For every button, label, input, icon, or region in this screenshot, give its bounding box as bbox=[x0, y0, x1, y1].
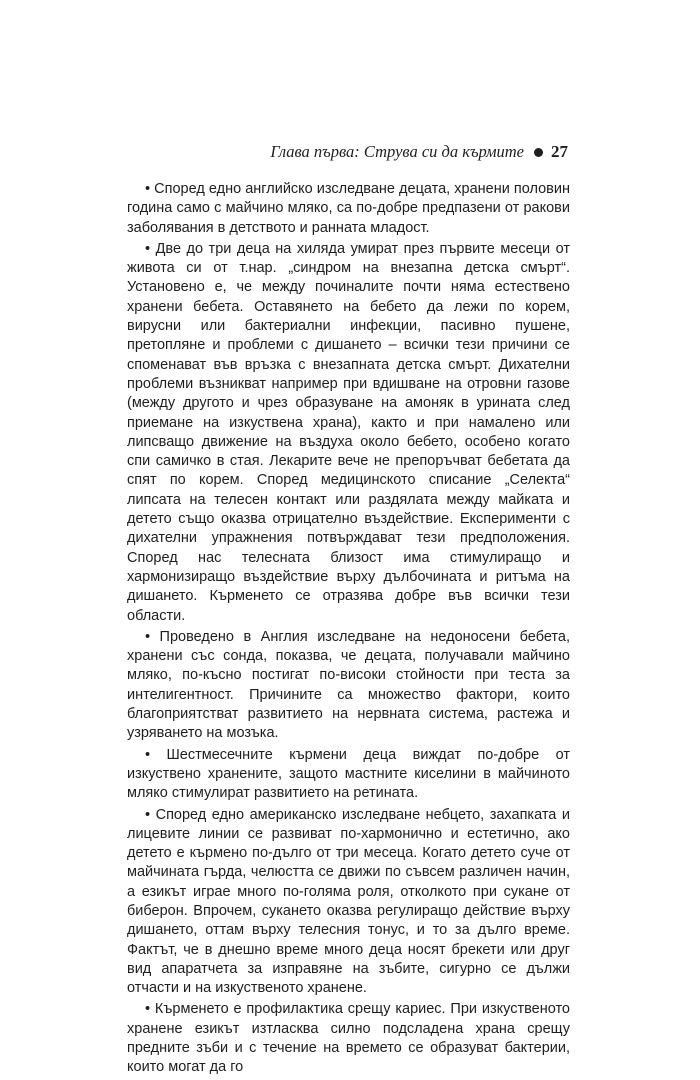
page-number: 27 bbox=[551, 142, 568, 161]
paragraph: • Кърменето е профилактика срещу кариес. При изкуственото хранене езикът изтласква силно подсладена храна срещу предните зъби и с течение на времето се образуват бактерии, които могат да го bbox=[127, 1001, 570, 1076]
paragraph: • Проведено в Англия изследване на недоносени бебета, хранени със сонда, показва, че децата, получавали майчино мляко, по-късно постигат по-високи стойности при теста за интелигентност. Причините са множество фактори, които благоприятстват развитието на нервната система, растежа и узряването на мозъка. bbox=[127, 628, 570, 742]
paragraph: • Шестмесечните кърмени деца виждат по-добре от изкуствено хранените, защото мастните киселини в майчиното мляко стимулират развитието на ретината. bbox=[127, 746, 570, 802]
bullet-icon bbox=[534, 148, 543, 157]
running-head bbox=[150, 142, 568, 162]
body-text bbox=[127, 180, 570, 1080]
paragraph: • Две до три деца на хиляда умират през първите месеци от живота си от т.нар. „синдром на внезапна детска смърт“. Установено е, че между починалите почти няма естествено хранени бебета. Оставянето на бебето да лежи по корем, вирусни или бактериални инфекции, пасивно пушене, претопляне и проблеми с дишането – всички тези причини се споменават във връзка с внезапната детска смърт. Дихателни проблеми възникват например при вдишване на отровни газове (между другото и чрез образуване на амоняк в урината след приемане на изкуствена храна), както и при намалено или липсващо движение на въздуха около бебето, особено когато спи самичко в стая. Лекарите вече не препоръчват бебетата да спят по корем. Според медицинското списание „Селекта“ липсата на телесен контакт или раздялата между майката и детето също оказва отрицателно въздействие. Експерименти с дихателни упражнения потвърждават тези предположения. Според нас телесната близост има стимулиращо и хармонизиращо въздействие върху дълбочината и ритъма на дишането. Кърменето се отразява добре във всички тези области. bbox=[127, 240, 570, 624]
paragraph: • Според едно американско изследване небцето, захапката и лицевите линии се развиват по-хармонично и естетично, ако детето е кърмено по-дълго от три месеца. Когато детето суче от майчината гърда, челюстта се движи по съвсем различен начин, а езикът играе много по-голяма роля, отколкото при сукане от биберон. Впрочем, сукането оказва регулиращо действие върху дишането, оттам върху телесния тонус, и то за дълго време. Фактът, че в днешно време много деца носят брекети или друг вид апаратчета за изправяне на зъбите, сигурно се дължи отчасти и на изкуственото хранене. bbox=[127, 806, 570, 997]
paragraph: • Според едно английско изследване децата, хранени половин година само с майчино мляко, са по-добре предпазени от ракови заболявания в детството и ранната младост. bbox=[127, 181, 570, 236]
chapter-title: Глава първа: Струва си да кърмите bbox=[270, 142, 524, 161]
